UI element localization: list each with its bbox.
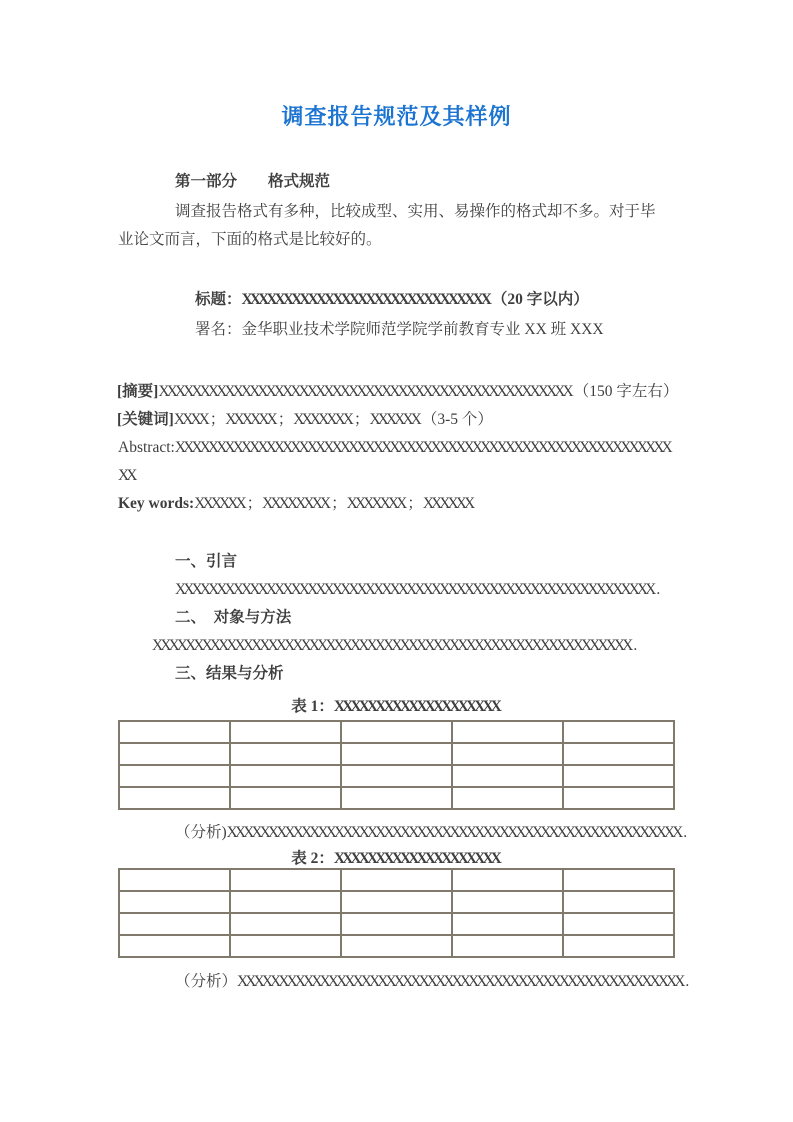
section1-period: . — [656, 581, 661, 598]
abstract-cn-label: [摘要] — [117, 383, 159, 400]
table-cell — [563, 765, 674, 787]
sample-title-limit: （20 字以内） — [491, 291, 589, 308]
table-cell — [341, 913, 452, 935]
table-cell — [563, 743, 674, 765]
keyword-placeholder: XXXX — [173, 411, 207, 428]
byline-value: 金华职业技术学院师范学院学前教育专业 XX 班 XXX — [241, 321, 604, 338]
keyword-placeholder: XXXXXX — [369, 411, 419, 428]
table2-caption — [0, 848, 793, 870]
table2-analysis — [175, 971, 689, 993]
table-cell — [119, 935, 230, 957]
keywords-en-label: Key words: — [118, 495, 195, 512]
table-cell — [119, 765, 230, 787]
table-cell — [563, 869, 674, 891]
table-cell — [563, 935, 674, 957]
table-cell — [341, 743, 452, 765]
byline-label: 署名： — [195, 321, 242, 338]
table-cell — [230, 787, 341, 809]
table-cell — [452, 935, 563, 957]
section1-placeholder: XXXXXXXXXXXXXXXXXXXXXXXXXXXXXXXXXXXXXXXXXXXXXXXXXXXXXXXXXX — [175, 581, 654, 598]
intro-paragraph-line1: 调查报告格式有多种，比较成型、实用、易操作的格式却不多。对于毕 — [175, 203, 656, 220]
keywords-cn-limit: （3-5 个） — [421, 411, 493, 428]
table-cell — [230, 891, 341, 913]
table-row — [119, 891, 674, 913]
table-cell — [341, 935, 452, 957]
table-row — [119, 869, 674, 891]
table-cell — [341, 721, 452, 743]
table-cell — [230, 721, 341, 743]
table1-caption-placeholder: XXXXXXXXXXXXXXXXXXXX — [333, 698, 499, 715]
table-cell — [119, 787, 230, 809]
table-row — [119, 765, 674, 787]
table-2 — [118, 868, 675, 958]
keyword-separator: ； — [209, 411, 226, 428]
table-row — [119, 787, 674, 809]
keyword-placeholder: XXXXXXX — [293, 411, 351, 428]
table-cell — [119, 913, 230, 935]
table-1 — [118, 720, 675, 810]
keyword-placeholder: XXXXXXXX — [262, 495, 329, 512]
table-cell — [230, 935, 341, 957]
keywords-en-line — [118, 493, 475, 515]
section1-heading: 一、引言 — [175, 553, 238, 570]
table-cell — [452, 913, 563, 935]
section3-heading: 三、结果与分析 — [175, 665, 284, 682]
section2-period: . — [633, 637, 638, 654]
keyword-placeholder: XXXXXX — [225, 411, 275, 428]
table-cell — [452, 869, 563, 891]
table2-caption-placeholder: XXXXXXXXXXXXXXXXXXXX — [333, 850, 499, 867]
table-row — [119, 743, 674, 765]
table-row — [119, 935, 674, 957]
analysis-placeholder: XXXXXXXXXXXXXXXXXXXXXXXXXXXXXXXXXXXXXXXXXXXXXXXXXXXXXX — [237, 973, 683, 990]
keyword-placeholder: XXXXXXX — [346, 495, 405, 512]
section2-heading: 二、 对象与方法 — [175, 609, 292, 626]
part1-heading: 第一部分 格式规范 — [175, 173, 331, 190]
analysis-label: （分析） — [175, 973, 238, 990]
table-cell — [119, 743, 230, 765]
analysis-period: . — [685, 973, 690, 990]
table-cell — [119, 891, 230, 913]
abstract-cn-limit: （150 字左右） — [573, 383, 679, 400]
abstract-cn-line — [117, 381, 678, 403]
table-cell — [452, 721, 563, 743]
table-cell — [230, 869, 341, 891]
intro-paragraph-line2: 业论文而言，下面的格式是比较好的。 — [118, 231, 382, 248]
table-cell — [341, 869, 452, 891]
document-title: 调查报告规范及其样例 — [281, 104, 512, 129]
table-cell — [119, 721, 230, 743]
keywords-cn-line — [117, 409, 493, 431]
byline — [195, 319, 604, 341]
table-cell — [452, 787, 563, 809]
table1-caption-label: 表 1： — [291, 698, 334, 715]
keyword-separator: ； — [277, 411, 294, 428]
abstract-en-placeholder: XXXXXXXXXXXXXXXXXXXXXXXXXXXXXXXXXXXXXXXXXXXXXXXXXXXXXXXXXXXX — [174, 439, 670, 456]
keyword-separator: ； — [407, 495, 423, 512]
section2-placeholder: XXXXXXXXXXXXXXXXXXXXXXXXXXXXXXXXXXXXXXXXXXXXXXXXXXXXXXXXXX — [152, 637, 631, 654]
table-cell — [452, 891, 563, 913]
abstract-en-placeholder-wrap: XX — [118, 467, 135, 484]
keyword-separator: ； — [331, 495, 347, 512]
table-row — [119, 913, 674, 935]
table2-caption-label: 表 2： — [291, 850, 334, 867]
table-cell — [452, 743, 563, 765]
abstract-cn-placeholder: XXXXXXXXXXXXXXXXXXXXXXXXXXXXXXXXXXXXXXXXXXXXXXXXXX — [158, 383, 571, 400]
table-cell — [230, 765, 341, 787]
table-cell — [341, 891, 452, 913]
analysis-placeholder: XXXXXXXXXXXXXXXXXXXXXXXXXXXXXXXXXXXXXXXXXXXXXXXXXXXXXXX — [226, 824, 681, 841]
keyword-placeholder: XXXXXX — [422, 495, 473, 512]
table-cell — [563, 721, 674, 743]
table1-analysis — [175, 822, 687, 844]
table-row — [119, 721, 674, 743]
table-cell — [563, 891, 674, 913]
keyword-separator: ； — [353, 411, 370, 428]
table-cell — [341, 765, 452, 787]
section2-body — [152, 635, 637, 657]
keyword-placeholder: XXXXXX — [194, 495, 244, 512]
table-cell — [230, 743, 341, 765]
sample-title-line — [195, 289, 589, 311]
section1-body — [175, 579, 660, 601]
abstract-en-line2 — [118, 465, 137, 487]
table-cell — [341, 787, 452, 809]
analysis-period: . — [683, 824, 688, 841]
table1-caption — [0, 696, 793, 718]
sample-title-placeholder: XXXXXXXXXXXXXXXXXXXXXXXXXXXXXX — [241, 291, 489, 308]
analysis-label: （分析) — [175, 824, 227, 841]
table-cell — [119, 869, 230, 891]
table-cell — [230, 913, 341, 935]
table-cell — [563, 787, 674, 809]
abstract-en-label: Abstract: — [118, 439, 175, 456]
abstract-en-line1 — [118, 437, 673, 459]
table-cell — [452, 765, 563, 787]
keywords-cn-label: [关键词] — [117, 411, 174, 428]
keyword-separator: ； — [246, 495, 263, 512]
sample-title-label: 标题： — [195, 291, 242, 308]
table-cell — [563, 913, 674, 935]
